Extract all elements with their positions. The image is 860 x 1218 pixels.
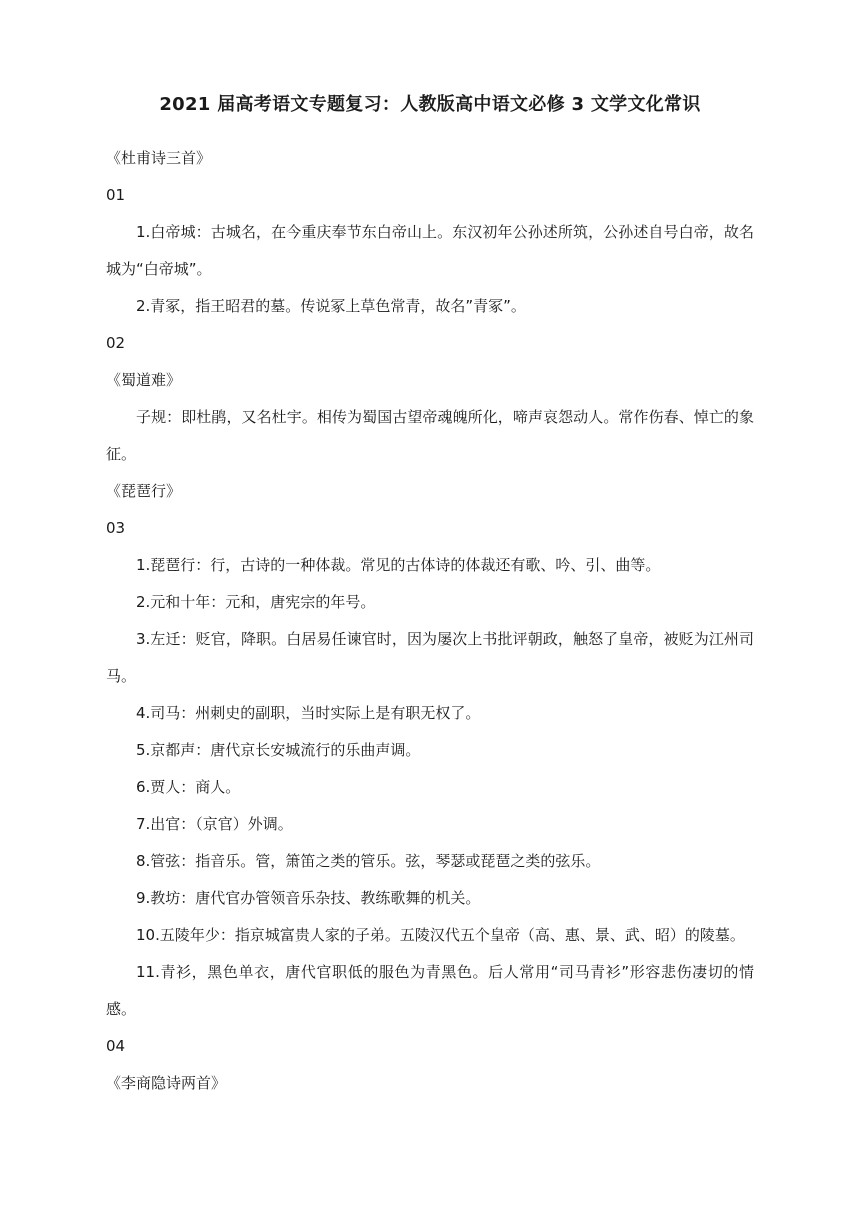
section-number: 02 xyxy=(106,334,126,352)
section-heading: 《琵琶行》 xyxy=(106,482,182,500)
note-item: 5.京都声：唐代京长安城流行的乐曲声调。 xyxy=(136,741,421,759)
note-item: 6.贾人：商人。 xyxy=(136,778,241,796)
section-heading: 《李商隐诗两首》 xyxy=(106,1074,227,1092)
note-item: 7.出官：（京官）外调。 xyxy=(136,815,293,833)
note-item: 4.司马：州刺史的副职，当时实际上是有职无权了。 xyxy=(136,704,481,722)
note-item: 10.五陵年少：指京城富贵人家的子弟。五陵汉代五个皇帝（高、惠、景、武、昭）的陵墓。 xyxy=(136,926,745,944)
note-item: 2.青冢，指王昭君的墓。传说冢上草色常青，故名”青冢”。 xyxy=(136,297,526,315)
note-item: 1.琵琶行：行，古诗的一种体裁。常见的古体诗的体裁还有歌、吟、引、曲等。 xyxy=(136,556,661,574)
note-item: 1.白帝城：古城名，在今重庆奉节东白帝山上。东汉初年公孙述所筑，公孙述自号白帝，故名城为“白帝城”。 xyxy=(106,223,754,278)
note-item: 子规：即杜鹃，又名杜宇。相传为蜀国古望帝魂魄所化，啼声哀怨动人。常作伤春、悼亡的象征。 xyxy=(106,408,754,463)
section-number: 01 xyxy=(106,186,126,204)
note-item: 11.青衫，黑色单衣，唐代官职低的服色为青黑色。后人常用“司马青衫”形容悲伤凄切的情感。 xyxy=(106,963,754,1018)
document-body xyxy=(106,140,754,1102)
note-item: 3.左迁：贬官，降职。白居易任谏官时，因为屡次上书批评朝政，触怒了皇帝，被贬为江州司马。 xyxy=(106,630,754,685)
section-heading: 《蜀道难》 xyxy=(106,371,182,389)
section-number: 04 xyxy=(106,1037,126,1055)
note-item: 8.管弦：指音乐。管，箫笛之类的管乐。弦，琴瑟或琵琶之类的弦乐。 xyxy=(136,852,601,870)
note-item: 9.教坊：唐代官办管领音乐杂技、教练歌舞的机关。 xyxy=(136,889,481,907)
note-item: 2.元和十年：元和，唐宪宗的年号。 xyxy=(136,593,376,611)
document-title: 2021 届高考语文专题复习：人教版高中语文必修 3 文学文化常识 xyxy=(159,94,701,115)
section-heading: 《杜甫诗三首》 xyxy=(106,149,212,167)
section-number: 03 xyxy=(106,519,126,537)
